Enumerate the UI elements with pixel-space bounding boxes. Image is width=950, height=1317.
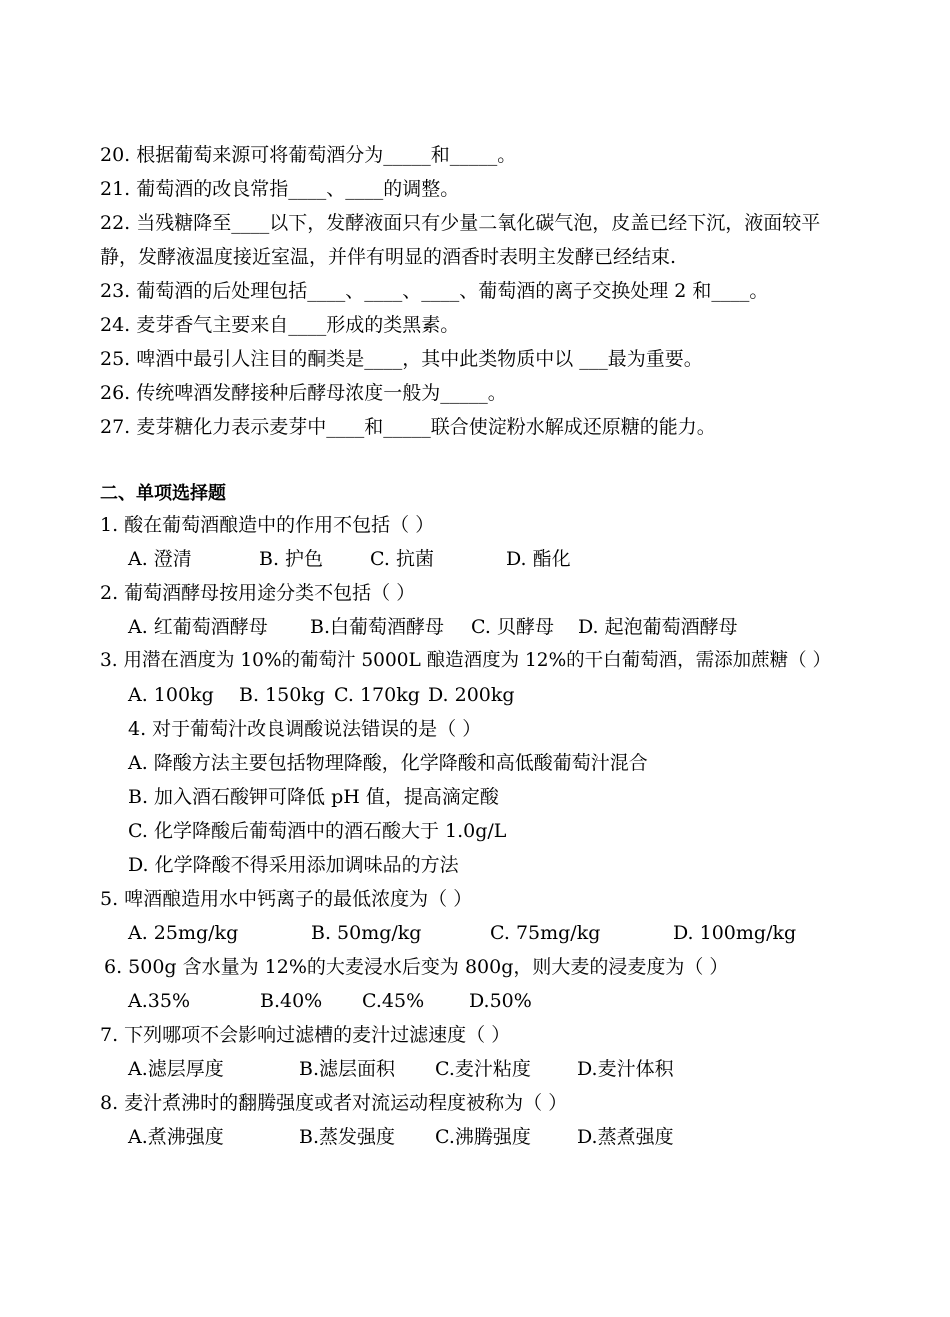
question-27: 27. 麦芽糖化力表示麦芽中____和_____联合使淀粉水解成还原糖的能力。 xyxy=(100,416,716,438)
question-25: 25. 啤酒中最引人注目的酮类是____，其中此类物质中以 ___最为重要。 xyxy=(100,348,703,370)
choice-7-option-c: C.麦汁粘度 xyxy=(435,1058,531,1080)
choice-1-option-a: A. 澄清 xyxy=(128,548,192,570)
choice-1-option-b: B. 护色 xyxy=(259,548,324,570)
choice-question-1: 1. 酸在葡萄酒酿造中的作用不包括（ ） xyxy=(100,514,435,536)
choice-2-option-d: D. 起泡葡萄酒酵母 xyxy=(578,616,738,638)
choice-6-option-b: B.40% xyxy=(260,990,323,1012)
choice-2-option-b: B.白葡萄酒酵母 xyxy=(310,616,445,638)
choice-8-option-d: D.蒸煮强度 xyxy=(577,1126,674,1148)
choice-question-3: 3. 用潜在酒度为 10%的葡萄汁 5000L 酿造酒度为 12%的干白葡萄酒，需添加蔗糖（ ） xyxy=(100,650,832,671)
choice-6-option-c: C.45% xyxy=(362,990,425,1012)
choice-2-option-c: C. 贝酵母 xyxy=(471,616,554,638)
choice-question-4: 4. 对于葡萄汁改良调酸说法错误的是（ ） xyxy=(128,718,482,740)
question-22-line-1: 22. 当残糖降至____以下，发酵液面只有少量二氧化碳气泡，皮盖已经下沉，液面较平 xyxy=(100,212,821,234)
choice-question-5: 5. 啤酒酿造用水中钙离子的最低浓度为（ ） xyxy=(100,888,473,910)
choice-4-option-d: D. 化学降酸不得采用添加调味品的方法 xyxy=(128,854,459,876)
choice-3-option-a: A. 100kg xyxy=(128,684,214,706)
choice-8-option-b: B.蒸发强度 xyxy=(299,1126,396,1148)
choice-2-option-a: A. 红葡萄酒酵母 xyxy=(128,616,268,638)
choice-6-option-a: A.35% xyxy=(128,990,190,1012)
question-26: 26. 传统啤酒发酵接种后酵母浓度一般为_____。 xyxy=(100,382,507,404)
question-24: 24. 麦芽香气主要来自____形成的类黑素。 xyxy=(100,314,460,336)
question-20: 20. 根据葡萄来源可将葡萄酒分为_____和_____。 xyxy=(100,144,517,166)
choice-3-option-d: D. 200kg xyxy=(428,684,515,706)
choice-4-option-a: A. 降酸方法主要包括物理降酸，化学降酸和高低酸葡萄汁混合 xyxy=(128,752,648,774)
section-title: 二、单项选择题 xyxy=(100,483,226,504)
choice-3-option-c: C. 170kg xyxy=(334,684,420,706)
question-21: 21. 葡萄酒的改良常指____、____的调整。 xyxy=(100,178,460,200)
choice-5-option-c: C. 75mg/kg xyxy=(490,922,601,944)
choice-1-option-d: D. 酯化 xyxy=(506,548,571,570)
choice-5-option-a: A. 25mg/kg xyxy=(128,922,239,944)
choice-question-8: 8. 麦汁煮沸时的翻腾强度或者对流运动程度被称为（ ） xyxy=(100,1092,568,1114)
choice-4-option-c: C. 化学降酸后葡萄酒中的酒石酸大于 1.0g/L xyxy=(128,820,507,842)
choice-7-option-b: B.滤层面积 xyxy=(299,1058,396,1080)
choice-7-option-d: D.麦汁体积 xyxy=(577,1058,674,1080)
choice-8-option-c: C.沸腾强度 xyxy=(435,1126,531,1148)
question-23: 23. 葡萄酒的后处理包括____、____、____、葡萄酒的离子交换处理 2 和____。 xyxy=(100,280,769,302)
choice-3-option-b: B. 150kg xyxy=(239,684,325,706)
choice-5-option-d: D. 100mg/kg xyxy=(673,922,797,944)
choice-question-6: 6. 500g 含水量为 12%的大麦浸水后变为 800g，则大麦的浸麦度为（ ） xyxy=(104,956,729,978)
choice-6-option-d: D.50% xyxy=(469,990,532,1012)
choice-5-option-b: B. 50mg/kg xyxy=(311,922,422,944)
question-22-line-2: 静，发酵液温度接近室温，并伴有明显的酒香时表明主发酵已经结束. xyxy=(100,246,677,268)
choice-question-2: 2. 葡萄酒酵母按用途分类不包括（ ） xyxy=(100,582,416,604)
choice-question-7: 7. 下列哪项不会影响过滤槽的麦汁过滤速度（ ） xyxy=(100,1024,511,1046)
choice-8-option-a: A.煮沸强度 xyxy=(128,1126,224,1148)
choice-1-option-c: C. 抗菌 xyxy=(370,548,434,570)
choice-7-option-a: A.滤层厚度 xyxy=(128,1058,224,1080)
choice-4-option-b: B. 加入酒石酸钾可降低 pH 值，提高滴定酸 xyxy=(128,786,499,808)
